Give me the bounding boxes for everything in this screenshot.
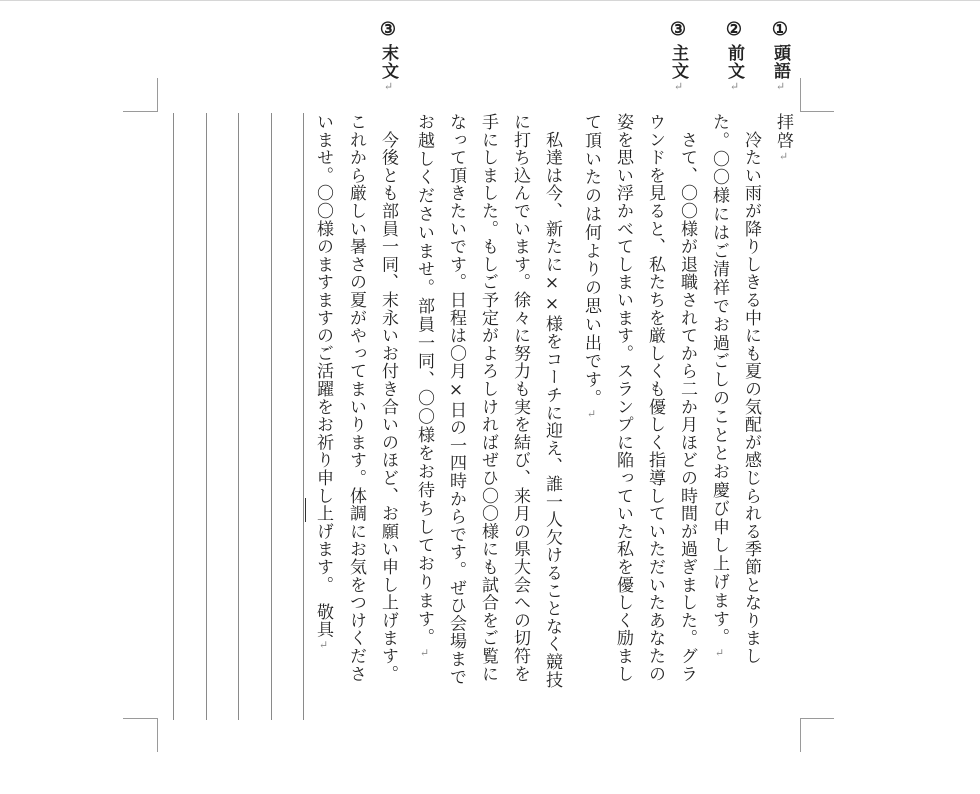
text-column[interactable]: 拝啓↵ [773, 113, 793, 163]
label-head-phrase [768, 20, 792, 93]
paragraph-mark-icon: ↵ [777, 149, 790, 163]
column-guide [238, 113, 239, 720]
paragraph-mark-icon: ↵ [728, 80, 741, 93]
paragraph-mark-icon: ↵ [317, 638, 330, 652]
text-column[interactable]: て頂いたのは何よりの思い出です。↵ [581, 113, 601, 421]
column-guide [206, 113, 207, 720]
crop-mark-bottom-left [123, 718, 157, 719]
text-column[interactable]: 私達は今、新たに××様をコーチに迎え、誰一人欠けることなく競技 [542, 113, 562, 689]
text-column[interactable]: これから厳しい暑さの夏がやってまいります。体調にお気をつけくださ [346, 113, 366, 683]
text-column[interactable]: さて、〇〇様が退職されてから二か月ほどの時間が過ぎました。グラ [677, 113, 697, 683]
crop-mark-bottom-right [800, 718, 834, 719]
label-number: ② [725, 19, 743, 40]
label-number: ③ [379, 19, 397, 40]
column-guide [271, 113, 272, 720]
label-text: 末文 [378, 44, 398, 80]
crop-mark-bottom-left-v [157, 718, 158, 752]
label-main-body [666, 20, 690, 93]
text-column[interactable]: いませ。〇〇様のますますのご活躍をお祈り申し上げます。 敬具↵ [313, 113, 333, 652]
paragraph-mark-icon: ↵ [774, 80, 787, 93]
column-guide [173, 113, 174, 720]
crop-mark-top-right-v [800, 78, 801, 112]
crop-mark-top-left-v [157, 78, 158, 112]
text-column[interactable]: お越しくださいませ。部員一同、〇〇様をお待ちしております。↵ [414, 113, 434, 660]
label-number: ① [771, 19, 789, 40]
text-column[interactable]: ウンドを見ると、私たちを厳しくも優しく指導していただいたあなたの [645, 113, 665, 683]
paragraph-mark-icon: ↵ [382, 80, 395, 93]
label-preamble [722, 20, 746, 93]
paragraph-mark-icon: ↵ [672, 80, 685, 93]
crop-mark-top-left [123, 111, 157, 112]
text-column[interactable]: 冷たい雨が降りしきる中にも夏の気配が感じられる季節となりまし [741, 113, 761, 665]
label-closing [376, 20, 400, 93]
paragraph-mark-icon: ↵ [585, 407, 598, 421]
paragraph-mark-icon: ↵ [713, 646, 726, 660]
label-text: 主文 [668, 44, 688, 80]
label-text: 頭語 [770, 44, 790, 80]
crop-mark-bottom-right-v [800, 718, 801, 752]
crop-mark-top-right [800, 111, 834, 112]
text-column[interactable]: に打ち込んでいます。徐々に努力も実を結び、来月の県大会への切符を [510, 113, 530, 683]
text-cursor [305, 498, 306, 522]
text-column[interactable]: 姿を思い浮かべてしまいます。スランプに陥っていた私を優しく励まし [613, 113, 633, 683]
text-column[interactable]: 手にしました。もしご予定がよろしければぜひ〇〇様にも試合をご覧に [478, 113, 498, 683]
label-text: 前文 [724, 44, 744, 80]
window-top-border [0, 0, 980, 1]
column-guide [303, 113, 304, 720]
label-number: ③ [669, 19, 687, 40]
text-column[interactable]: た。〇〇様にはご清祥でお過ごしのこととお慶び申し上げます。↵ [709, 113, 729, 660]
text-column[interactable]: 今後とも部員一同、末永いお付き合いのほど、お願い申し上げます。 [378, 113, 398, 683]
text-column[interactable]: なって頂きたいです。日程は〇月×日の一四時からです。ぜひ会場まで [446, 113, 466, 686]
paragraph-mark-icon: ↵ [418, 646, 431, 660]
